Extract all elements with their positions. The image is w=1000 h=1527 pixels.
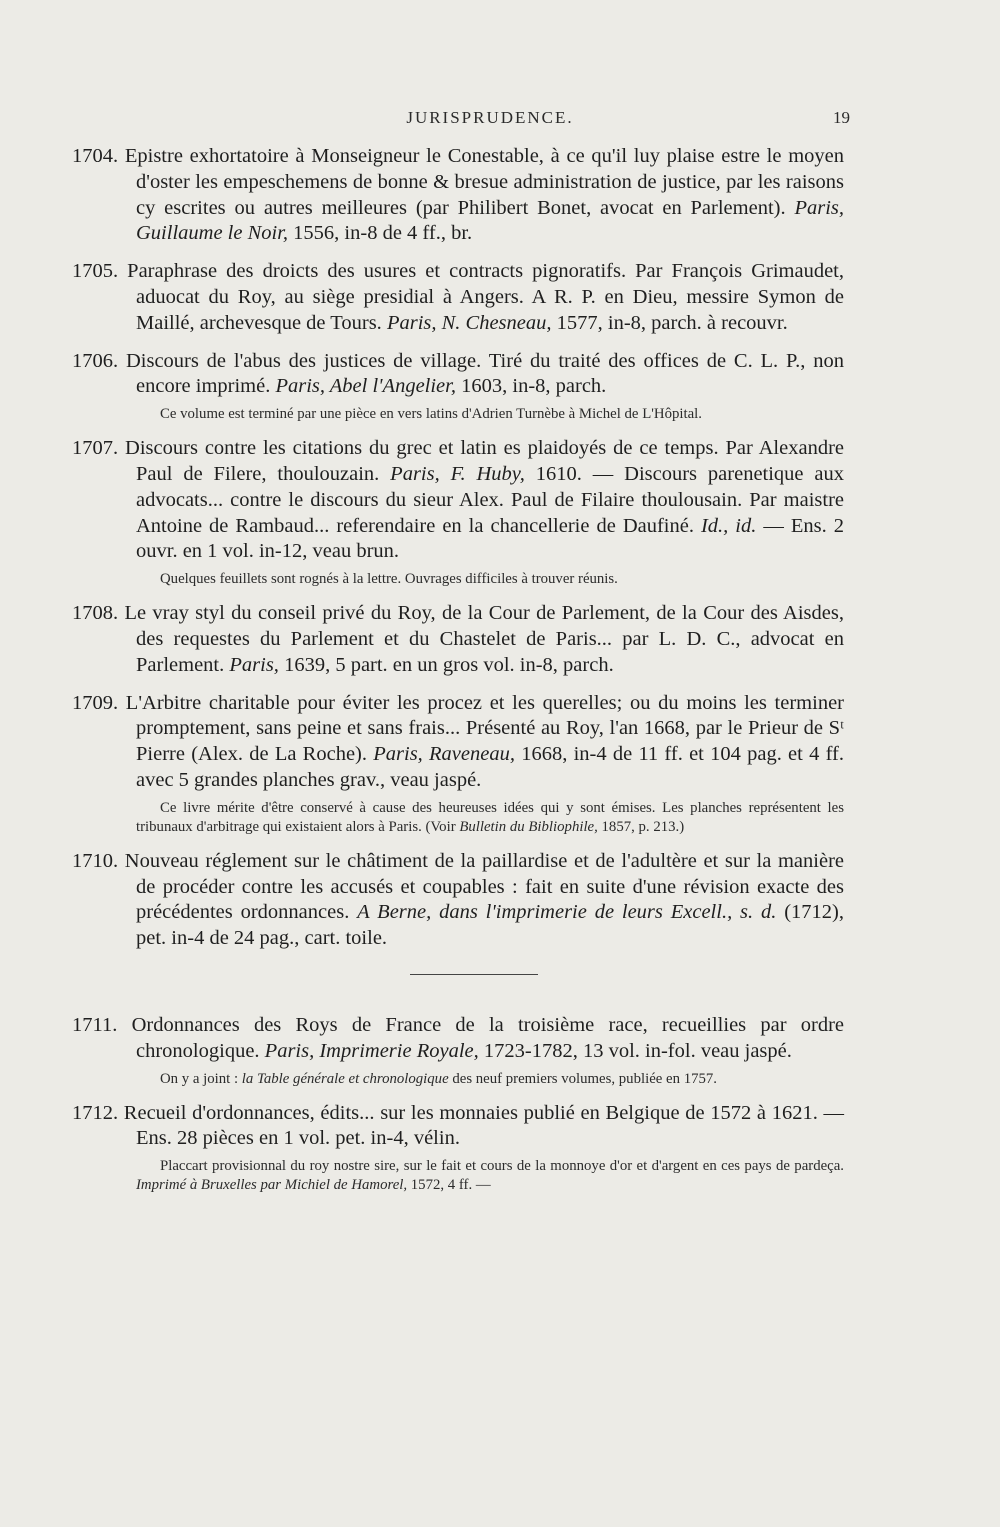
entry-description (72, 1013, 844, 1065)
italic-text: Paris, Raveneau, (373, 743, 515, 766)
entry-description (72, 259, 844, 336)
italic-text: Id., id. (700, 514, 757, 537)
entry-number: 1712. (72, 1101, 119, 1124)
catalog-entry (72, 259, 844, 336)
text-run: — Ens. 2 ouvr. en 1 vol. in-12, veau brun. (136, 514, 845, 563)
text-run: des neuf premiers volumes, publiée en 1757. (448, 1070, 717, 1087)
page-header (130, 104, 850, 134)
entry-number: 1709. (72, 691, 119, 714)
page-number: 19 (833, 108, 850, 127)
text-run: 1857, p. 213.) (597, 818, 685, 835)
italic-text: Bulletin du Bibliophile, (459, 818, 598, 835)
entry-note (104, 1157, 844, 1195)
entry-description (72, 601, 844, 678)
text-run: 1577, in-8, parch. à recouvr. (551, 311, 788, 334)
catalog-entries (72, 144, 845, 1207)
text-run: Le vray styl du conseil privé du Roy, de la Cour de Parlement, de la Cour des Aisdes, des requestes du Parlement et du Chastelet de Paris... par L. D. C., advocat en Parlement. (118, 602, 844, 676)
catalog-entry (72, 144, 844, 247)
text-run: Nouveau réglement sur le châtiment de la paillardise et de l'adultère et sur la manière de procéder contre les accusés et coupables : fait en suite d'une révision exacte des précédentes ordonnances. (118, 849, 844, 924)
text-run: L'Arbitre charitable pour éviter les procez et les querelles; ou du moins les terminer promptement, sans peine et sans frais... Présenté au Roy, l'an 1668, par le Prieur de Sᵗ Pierre (Alex. de La Roche). (118, 691, 844, 766)
text-run: 1572, 4 ff. — (407, 1177, 491, 1194)
entry-number: 1706. (72, 349, 119, 372)
section-divider (410, 974, 538, 975)
entry-number: 1711. (72, 1013, 118, 1036)
catalog-entry (72, 691, 844, 837)
entry-note (104, 405, 844, 424)
catalog-entry (72, 349, 844, 425)
text-run: 1639, 5 part. en un gros vol. in-8, parch. (278, 653, 614, 676)
entry-note (104, 570, 844, 589)
catalog-entry (72, 436, 845, 589)
text-run: Ce livre mérite d'être conservé à cause des heureuses idées qui y sont émises. Les planches représentent les tribunaux d'arbitrage qui existaient alors à Paris. (Voir (136, 799, 844, 835)
italic-text: Paris, F. Huby, (390, 462, 525, 485)
catalog-entry (72, 1013, 844, 1089)
entry-description (72, 1101, 844, 1153)
text-run: Discours de l'abus des justices de village. Tiré du traité des offices de C. L. P., non encore imprimé. (118, 349, 844, 398)
entry-number: 1705. (72, 260, 119, 283)
entry-description (72, 349, 844, 401)
entry-number: 1708. (72, 602, 119, 625)
text-run: Discours contre les citations du grec et latin es plaidoyés de ce temps. Par Alexandre Paul de Filere, thoulouzain. (118, 437, 844, 485)
entry-number: 1710. (72, 849, 119, 872)
catalog-entry (72, 1101, 844, 1196)
italic-text: Paris, Abel l'Angelier, (275, 375, 456, 398)
text-run: 1668, in-4 de 11 ff. et 104 pag. et 4 ff. avec 5 grandes planches grav., veau jaspé. (136, 743, 844, 791)
entry-number: 1704. (72, 145, 119, 167)
text-run: Recueil d'ordonnances, édits... sur les monnaies publié en Belgique de 1572 à 1621. — Ens. 28 pièces en 1 vol. pet. in-4, vélin. (118, 1101, 844, 1150)
entry-description (72, 849, 844, 952)
text-run: Ce volume est terminé par une pièce en vers latins d'Adrien Turnèbe à Michel de L'Hôpital. (160, 406, 702, 423)
entry-description (72, 691, 844, 794)
text-run: 1603, in-8, parch. (456, 375, 607, 398)
text-run: Placcart provisionnal du roy nostre sire, sur le fait et cours de la monnoye d'or et d'argent en ces pays de pardeça. (160, 1158, 844, 1175)
italic-text: A Berne, dans l'imprimerie de leurs Excell., s. d. (357, 901, 777, 924)
italic-text: Paris, Guillaume le Noir, (136, 196, 844, 245)
running-title: JURISPRUDENCE. (406, 108, 574, 127)
entry-description (72, 144, 844, 247)
text-run: 1556, in-8 de 4 ff., br. (288, 222, 473, 245)
entry-number: 1707. (72, 437, 119, 460)
text-run: (1712), pet. in-4 de 24 pag., cart. toile. (136, 901, 844, 950)
text-run: Paraphrase des droicts des usures et contracts pignoratifs. Par François Grimaudet, aduocat du Roy, au siège presidial à Angers. A R. P. en Dieu, messire Symon de Maillé, archevesque de Tours. (118, 260, 844, 334)
italic-text: Paris, Imprimerie Royale, (264, 1039, 479, 1062)
italic-text: Paris, (229, 653, 279, 676)
entry-description (72, 436, 845, 565)
italic-text: la Table générale et chronologique (241, 1070, 449, 1087)
catalog-entry (72, 849, 844, 952)
entry-note (104, 1070, 844, 1089)
text-run: On y a joint : (160, 1070, 242, 1087)
text-run: Ordonnances des Roys de France de la troisième race, recueillies par ordre chronologique. (117, 1013, 844, 1062)
italic-text: Imprimé à Bruxelles par Michiel de Hamorel, (136, 1177, 408, 1194)
entry-note (104, 799, 844, 837)
text-run: 1723-1782, 13 vol. in-fol. veau jaspé. (478, 1039, 792, 1062)
text-run: Quelques feuillets sont rognés à la lettre. Ouvrages difficiles à trouver réunis. (160, 571, 618, 588)
text-run: 1610. — Discours parenetique aux advocats... contre le discours du sieur Alex. Paul de Filaire thoulousain. Par maistre Antoine de Rambaud... referendaire en la chancellerie de Daufiné. (136, 462, 845, 537)
catalog-entry (72, 601, 844, 678)
text-run: Epistre exhortatoire à Monseigneur le Conestable, à ce qu'il luy plaise estre le moyen d'oster les empeschemens de bonne & bresue administration de justice, par les raisons cy escrites ou autres meilleures (par Philibert Bonet, avocat en Parlement). (118, 145, 844, 219)
italic-text: Paris, N. Chesneau, (386, 311, 552, 334)
